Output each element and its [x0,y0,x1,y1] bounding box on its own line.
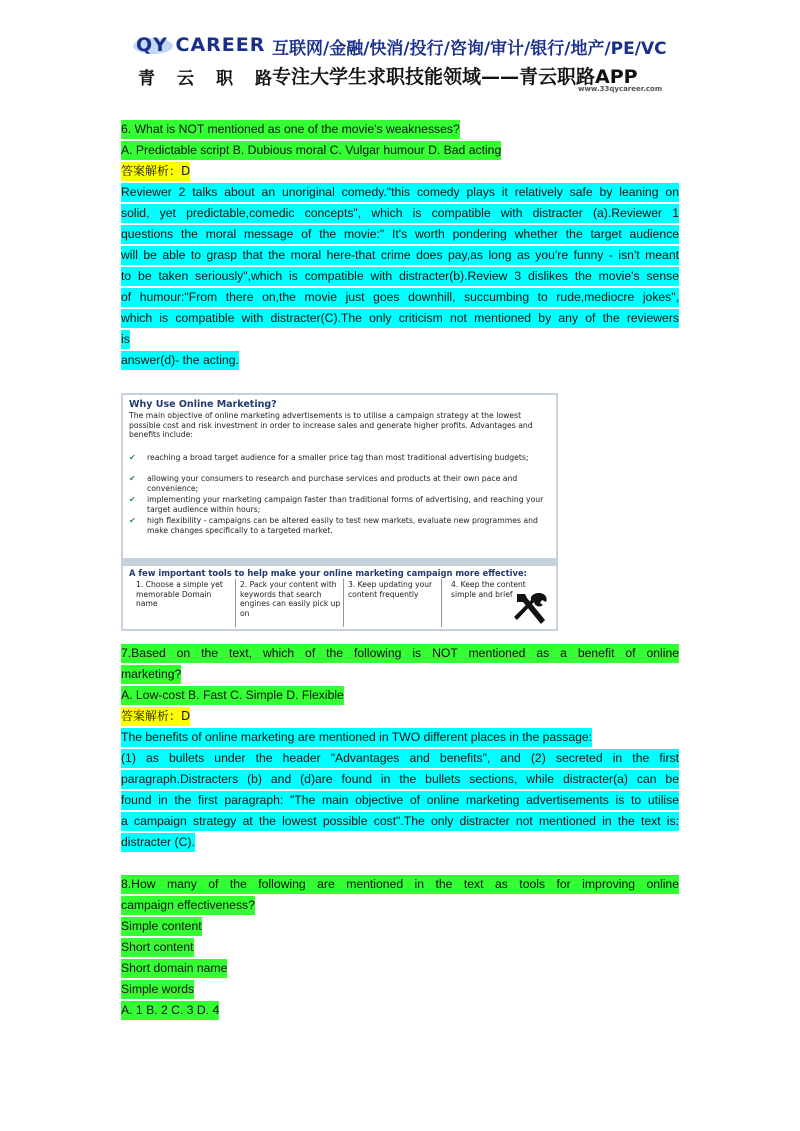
q7-explanation-line: found in the first paragraph: "The main objective of online marketing advertisements is to utilise [121,791,679,810]
q6-explanation-line: solid, yet predictable,comedic concepts", which is compatible with distracter (a).Reviewer 1 [121,204,679,223]
figure-bullet-text: allowing your consumers to research and purchase services and products at their own pace and convenience; [147,474,518,493]
figure-intro: The main objective of online marketing advertisements is to utilise a campaign strategy at the lowest possible cost and risk investment in order to increase sales and generate higher profits. Advantages and benefits include: [129,411,533,440]
figure-tool-item: 3. Keep updating your content frequently [348,580,433,599]
q8-question-cont: campaign effectiveness? [121,896,255,915]
logo-chinese: 青云职路 [138,69,294,89]
q8-question: 8.How many of the following are mentioned in the text as tools for improving online [121,875,679,894]
figure-benefits-panel [123,395,556,558]
figure-tool-divider [441,579,442,627]
header-url: www.33qycareer.com [578,85,663,93]
q7-options: A. Low-cost B. Fast C. Simple D. Flexible [121,686,344,705]
page-header [0,0,800,105]
q8-item: Short domain name [121,959,227,978]
q6-explanation-line: is [121,330,130,349]
figure-tool-item: 2. Pack your content with keywords that search engines can easily pick up on [240,580,341,618]
check-icon: ✔ [129,474,136,483]
q8-item: Simple words [121,980,194,999]
q8-options: A. 1 B. 2 C. 3 D. 4 [121,1001,219,1020]
q7-answer-label: 答案解析：D [121,707,190,726]
figure-bullet-text: high flexibility - campaigns can be altered easily to test new markets, evaluate new programmes and make changes specifically to a targeted market. [147,516,538,535]
logo-text: QY CAREER [136,34,266,56]
tools-icon [511,590,551,626]
figure-bullet-text: reaching a broad target audience for a smaller price tag than most traditional advertising budgets; [147,453,529,462]
check-icon: ✔ [129,495,136,504]
header-industries: 互联网/金融/快消/投行/咨询/审计/银行/地产/PE/VC [272,39,667,59]
figure-tool-divider [343,579,344,627]
q6-explanation-line: of humour:"From there on,the movie just goes downhill, succumbing to rude,mediocre jokes", [121,288,679,307]
q6-explanation-line: which is compatible with distracter(C).The only criticism not mentioned by any of the reviewers [121,309,679,328]
figure-tool-item: 1. Choose a simple yet memorable Domain name [136,580,223,609]
q8-item: Short content [121,938,194,957]
q6-question: 6. What is NOT mentioned as one of the movie's weaknesses? [121,120,460,139]
q6-explanation-line: Reviewer 2 talks about an unoriginal comedy."this comedy plays it relatively safe by leaning on [121,183,679,202]
q7-question: 7.Based on the text, which of the following is NOT mentioned as a benefit of online [121,644,679,663]
figure-bullet-text: implementing your marketing campaign faster than traditional forms of advertising, and reaching your target audience within hours; [147,495,544,514]
q7-explanation-line: distracter (C). [121,833,195,852]
q6-answer-label: 答案解析：D [121,162,190,181]
online-marketing-figure [121,393,558,631]
figure-tools-title: A few important tools to help make your online marketing campaign more effective: [129,568,528,578]
q6-explanation-line: questions the moral message of the movie:" It's worth pondering whether the target audience [121,225,679,244]
figure-tool-divider [235,579,236,627]
header-slogan: 专注大学生求职技能领域——青云职路APP [272,66,638,88]
q7-question-cont: marketing? [121,665,181,684]
figure-tool-item: 4. Keep the content simple and brief [451,580,526,599]
q6-options: A. Predictable script B. Dubious moral C. Vulgar humour D. Bad acting [121,141,501,160]
q7-explanation-line: paragraph.Distracters (b) and (d)are found in the bullets sections, while distracter(a) can be [121,770,679,789]
q6-explanation-line: will be able to grasp that the moral here-that crime does pay,as long as you're funny - isn't meant [121,246,679,265]
q7-explanation-line: a campaign strategy at the lowest possible cost".The only distracter not mentioned in the text is: [121,812,679,831]
figure-title: Why Use Online Marketing? [129,399,277,410]
figure-divider [123,558,556,566]
q6-explanation-line: answer(d)- the acting. [121,351,239,370]
q7-explanation-line: (1) as bullets under the header "Advantages and benefits", and (2) secreted in the first [121,749,679,768]
check-icon: ✔ [129,453,136,462]
q6-explanation-line: to be taken seriously",which is compatible with distracter(b).Review 3 dislikes the movie's sense [121,267,679,286]
check-icon: ✔ [129,516,136,525]
q8-item: Simple content [121,917,202,936]
q7-explanation-line: The benefits of online marketing are mentioned in TWO different places in the passage: [121,728,592,747]
